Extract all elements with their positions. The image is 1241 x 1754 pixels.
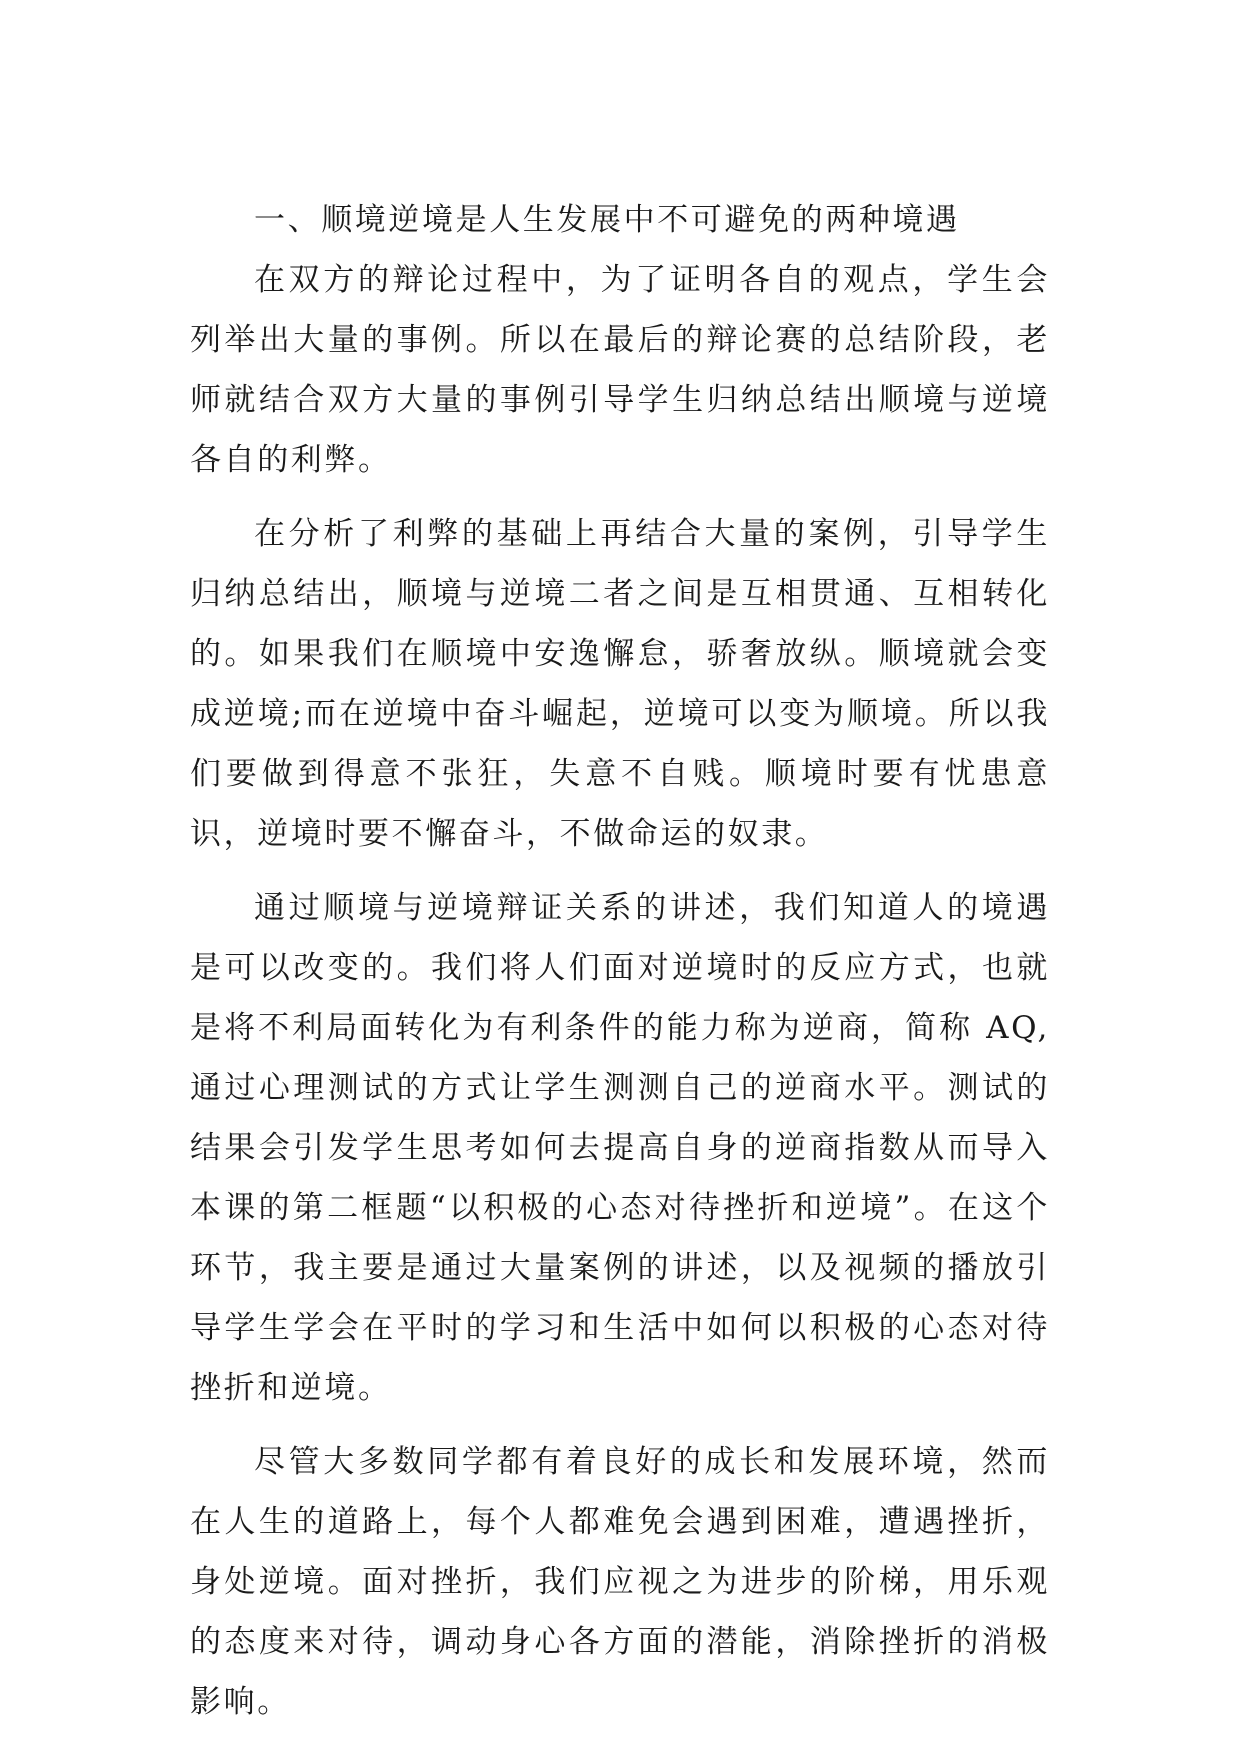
document-body: [190, 190, 1050, 1746]
paragraph-mutual-transformation: 在分析了利弊的基础上再结合大量的案例，引导学生归纳总结出，顺境与逆境二者之间是互相贯通、互相转化的。如果我们在顺境中安逸懈怠，骄奢放纵。顺境就会变成逆境;而在逆境中奋斗崛起，逆境可以变为顺境。所以我们要做到得意不张狂，失意不自贱。顺境时要有忧患意识，逆境时要不懈奋斗，不做命运的奴隶。: [190, 516, 1050, 852]
paragraph-adversity-quotient: 通过顺境与逆境辩证关系的讲述，我们知道人的境遇是可以改变的。我们将人们面对逆境时的反应方式，也就是将不利局面转化为有利条件的能力称为逆商，简称 AQ,通过心理测试的方式让学生测测自己的逆商水平。测试的结果会引发学生思考如何去提高自身的逆商指数从而导入本课的第二框题“以积极的心态对待挫折和逆境”。在这个环节，我主要是通过大量案例的讲述，以及视频的播放引导学生学会在平时的学习和生活中如何以积极的心态对待挫折和逆境。: [190, 890, 1050, 1406]
paragraph-debate-examples: 在双方的辩论过程中，为了证明各自的观点，学生会列举出大量的事例。所以在最后的辩论赛的总结阶段，老师就结合双方大量的事例引导学生归纳总结出顺境与逆境各自的利弊。: [190, 262, 1050, 478]
paragraph-facing-setbacks: 尽管大多数同学都有着良好的成长和发展环境，然而在人生的道路上，每个人都难免会遇到困难，遭遇挫折，身处逆境。面对挫折，我们应视之为进步的阶梯，用乐观的态度来对待，调动身心各方面的潜能，消除挫折的消极影响。: [190, 1444, 1050, 1720]
section-heading: 一、顺境逆境是人生发展中不可避免的两种境遇: [254, 202, 960, 238]
